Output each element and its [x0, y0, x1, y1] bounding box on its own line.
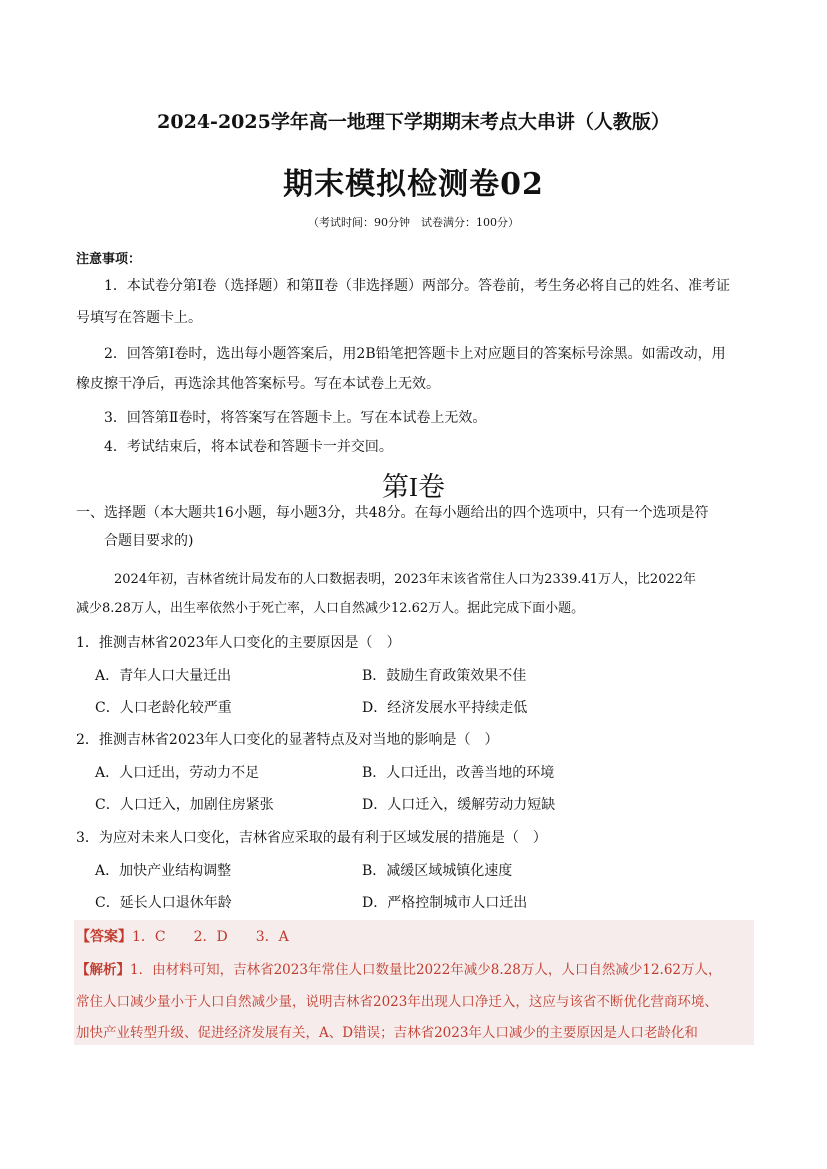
question-3-option-a[interactable]: A．加快产业结构调整: [95, 863, 232, 879]
notice-item-2: 2．回答第Ⅰ卷时，选出每小题答案后，用2B铅笔把答题卡上对应题目的答案标号涂黑。如需改动，用: [104, 346, 726, 362]
notice-item-3: 3．回答第Ⅱ卷时，将答案写在答题卡上。写在本试卷上无效。: [104, 410, 487, 426]
material-text: 2024年初，吉林省统计局发布的人口数据表明，2023年末该省常住人口为2339.41万人，比2022年: [114, 572, 697, 587]
analysis-text-1: 1．由材料可知，吉林省2023年常住人口数量比2022年减少8.28万人，人口自然减少12.62万人，: [130, 962, 722, 978]
question-2-option-b[interactable]: B．人口迁出，改善当地的环境: [362, 765, 555, 781]
question-3-option-d[interactable]: D．严格控制城市人口迁出: [362, 895, 528, 911]
question-2-option-a[interactable]: A．人口迁出，劳动力不足: [95, 765, 260, 781]
question-1-option-b[interactable]: B．鼓励生育政策效果不佳: [362, 668, 527, 684]
material-text-cont: 减少8.28万人，出生率依然小于死亡率，人口自然减少12.62万人。据此完成下面小题。: [76, 601, 585, 616]
section-title: 第I卷: [382, 472, 445, 502]
notice-item-1-cont: 号填写在答题卡上。: [76, 310, 202, 326]
exam-subtitle: 2024-2025学年高一地理下学期期末考点大串讲（人教版）: [157, 111, 670, 133]
analysis-label: 【解析】: [76, 962, 130, 978]
analysis-line-2: 常住人口减少量小于人口自然减少量，说明吉林省2023年出现人口净迁入，这应与该省不断优化营商环境、: [76, 994, 718, 1010]
question-3-option-b[interactable]: B．减缓区域城镇化速度: [362, 863, 513, 879]
question-1-option-d[interactable]: D．经济发展水平持续走低: [362, 700, 528, 716]
notice-item-1: 1．本试卷分第Ⅰ卷（选择题）和第Ⅱ卷（非选择题）两部分。答卷前，考生务必将自己的姓名、准考证: [104, 278, 730, 294]
notice-item-4: 4．考试结束后，将本试卷和答题卡一并交回。: [104, 439, 393, 455]
question-3-stem: 3．为应对未来人口变化，吉林省应采取的最有利于区域发展的措施是（ ）: [76, 830, 547, 846]
question-1-stem: 1．推测吉林省2023年人口变化的主要原因是（ ）: [76, 635, 401, 651]
section-heading-cont: 合题目要求的): [104, 533, 194, 549]
analysis-line-1: [76, 958, 722, 978]
notice-heading: 注意事项：: [76, 252, 142, 267]
answer-line: [76, 926, 289, 946]
question-2-option-c[interactable]: C．人口迁入，加剧住房紧张: [95, 797, 274, 813]
analysis-line-3: 加快产业转型升级、促进经济发展有关，A、D错误；吉林省2023年人口减少的主要原因是人口老龄化和: [76, 1025, 698, 1041]
notice-item-2-cont: 橡皮擦干净后，再选涂其他答案标号。写在本试卷上无效。: [76, 376, 440, 392]
question-1-option-c[interactable]: C．人口老龄化较严重: [95, 700, 232, 716]
section-heading: 一、选择题（本大题共16小题，每小题3分，共48分。在每小题给出的四个选项中，只有一个选项是符: [76, 505, 709, 521]
exam-title: 期末模拟检测卷02: [283, 167, 544, 202]
answer-label: 【答案】: [76, 929, 132, 945]
question-1-option-a[interactable]: A．青年人口大量迁出: [95, 668, 232, 684]
answer-text: 1．C 2．D 3．A: [132, 929, 289, 945]
question-2-stem: 2．推测吉林省2023年人口变化的显著特点及对当地的影响是（ ）: [76, 732, 499, 748]
exam-info: （考试时间：90分钟 试卷满分：100分）: [308, 216, 519, 229]
question-3-option-c[interactable]: C．延长人口退休年龄: [95, 895, 232, 911]
question-2-option-d[interactable]: D．人口迁入，缓解劳动力短缺: [362, 797, 556, 813]
